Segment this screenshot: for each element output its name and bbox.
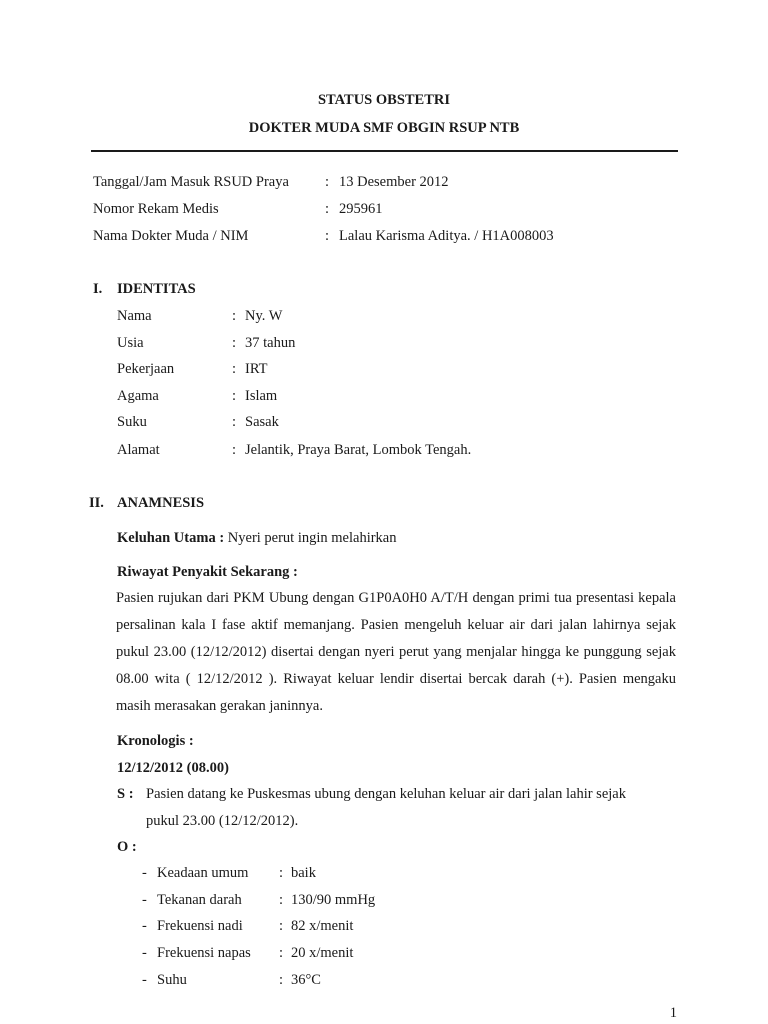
identitas-label: Agama (117, 388, 159, 404)
identitas-label: Usia (117, 335, 144, 351)
identitas-label: Nama (117, 308, 152, 324)
objective-colon: : (279, 945, 284, 961)
document-subtitle: DOKTER MUDA SMF OBGIN RSUP NTB (248, 120, 520, 136)
bullet: - (142, 918, 147, 934)
kronologis-label: Kronologis : (117, 733, 194, 749)
identitas-colon: : (232, 335, 237, 351)
objective-value: 36°C (291, 972, 321, 988)
admin-colon: : (325, 201, 330, 217)
admin-label-doctor: Nama Dokter Muda / NIM (93, 228, 249, 244)
admin-label-date: Tanggal/Jam Masuk RSUD Praya (93, 174, 289, 190)
identitas-colon: : (232, 361, 237, 377)
keluhan-label: Keluhan Utama : (117, 530, 225, 546)
kronologis-datetime: 12/12/2012 (08.00) (117, 760, 229, 776)
identitas-label: Pekerjaan (117, 361, 175, 377)
objective-colon: : (279, 972, 284, 988)
identitas-colon: : (232, 388, 237, 404)
bullet: - (142, 865, 147, 881)
section-heading: IDENTITAS (117, 281, 196, 297)
identitas-colon: : (232, 414, 237, 430)
admin-value-doctor: Lalau Karisma Aditya. / H1A008003 (339, 228, 554, 244)
identitas-value: Jelantik, Praya Barat, Lombok Tengah. (245, 442, 472, 458)
objective-value: 82 x/menit (291, 918, 354, 934)
header-divider (91, 150, 678, 152)
rps-paragraph: Pasien rujukan dari PKM Ubung dengan G1P0A0H0 A/T/H dengan primi tua presentasi kepala persalinan kala I fase aktif memanjang. Pasien mengeluh keluar air dari jalan lahirnya sejak pukul 23.00 (12/12/2012) disertai dengan nyeri perut yang menjalar hingga ke punggung sejak 08.00 wita ( 12/12/2012 ). Riwayat keluar lendir disertai bercak darah (+). Pasien mengaku masih merasakan gerakan janinnya. (116, 590, 676, 714)
rps-label: Riwayat Penyakit Sekarang : (117, 564, 298, 580)
identitas-label: Alamat (117, 442, 160, 458)
keluhan-value: Nyeri perut ingin melahirkan (224, 530, 397, 546)
bullet: - (142, 972, 147, 988)
objective-label-item: Keadaan umum (157, 865, 249, 881)
admin-colon: : (325, 228, 330, 244)
identitas-value: Sasak (245, 414, 279, 430)
bullet: - (142, 945, 147, 961)
bullet: - (142, 892, 147, 908)
objective-value: baik (291, 865, 316, 881)
identitas-value: IRT (245, 361, 268, 377)
admin-value-date: 13 Desember 2012 (339, 174, 449, 190)
document-title: STATUS OBSTETRI (317, 92, 451, 108)
admin-colon: : (325, 174, 330, 190)
objective-label: O : (117, 839, 137, 855)
subjective-text-line2: pukul 23.00 (12/12/2012). (146, 813, 299, 829)
identitas-colon: : (232, 442, 237, 458)
section-heading: ANAMNESIS (117, 495, 205, 511)
page-number: 1 (669, 1005, 677, 1021)
subjective-text-line1: Pasien datang ke Puskesmas ubung dengan keluhan keluar air dari jalan lahir sejak (146, 786, 626, 802)
identitas-value: Ny. W (245, 308, 283, 324)
identitas-label: Suku (117, 414, 147, 430)
objective-colon: : (279, 865, 284, 881)
objective-label-item: Frekuensi napas (157, 945, 251, 961)
objective-colon: : (279, 892, 284, 908)
admin-value-mrn: 295961 (339, 201, 383, 217)
section-number: I. (93, 281, 103, 297)
objective-value: 130/90 mmHg (291, 892, 376, 908)
identitas-colon: : (232, 308, 237, 324)
keluhan-utama (117, 530, 397, 547)
objective-label-item: Suhu (157, 972, 187, 988)
objective-colon: : (279, 918, 284, 934)
objective-value: 20 x/menit (291, 945, 354, 961)
identitas-value: 37 tahun (245, 335, 296, 351)
identitas-value: Islam (245, 388, 278, 404)
section-number: II. (89, 495, 104, 511)
admin-label-mrn: Nomor Rekam Medis (93, 201, 219, 217)
subjective-label: S : (117, 786, 134, 802)
objective-label-item: Frekuensi nadi (157, 918, 243, 934)
objective-label-item: Tekanan darah (157, 892, 242, 908)
